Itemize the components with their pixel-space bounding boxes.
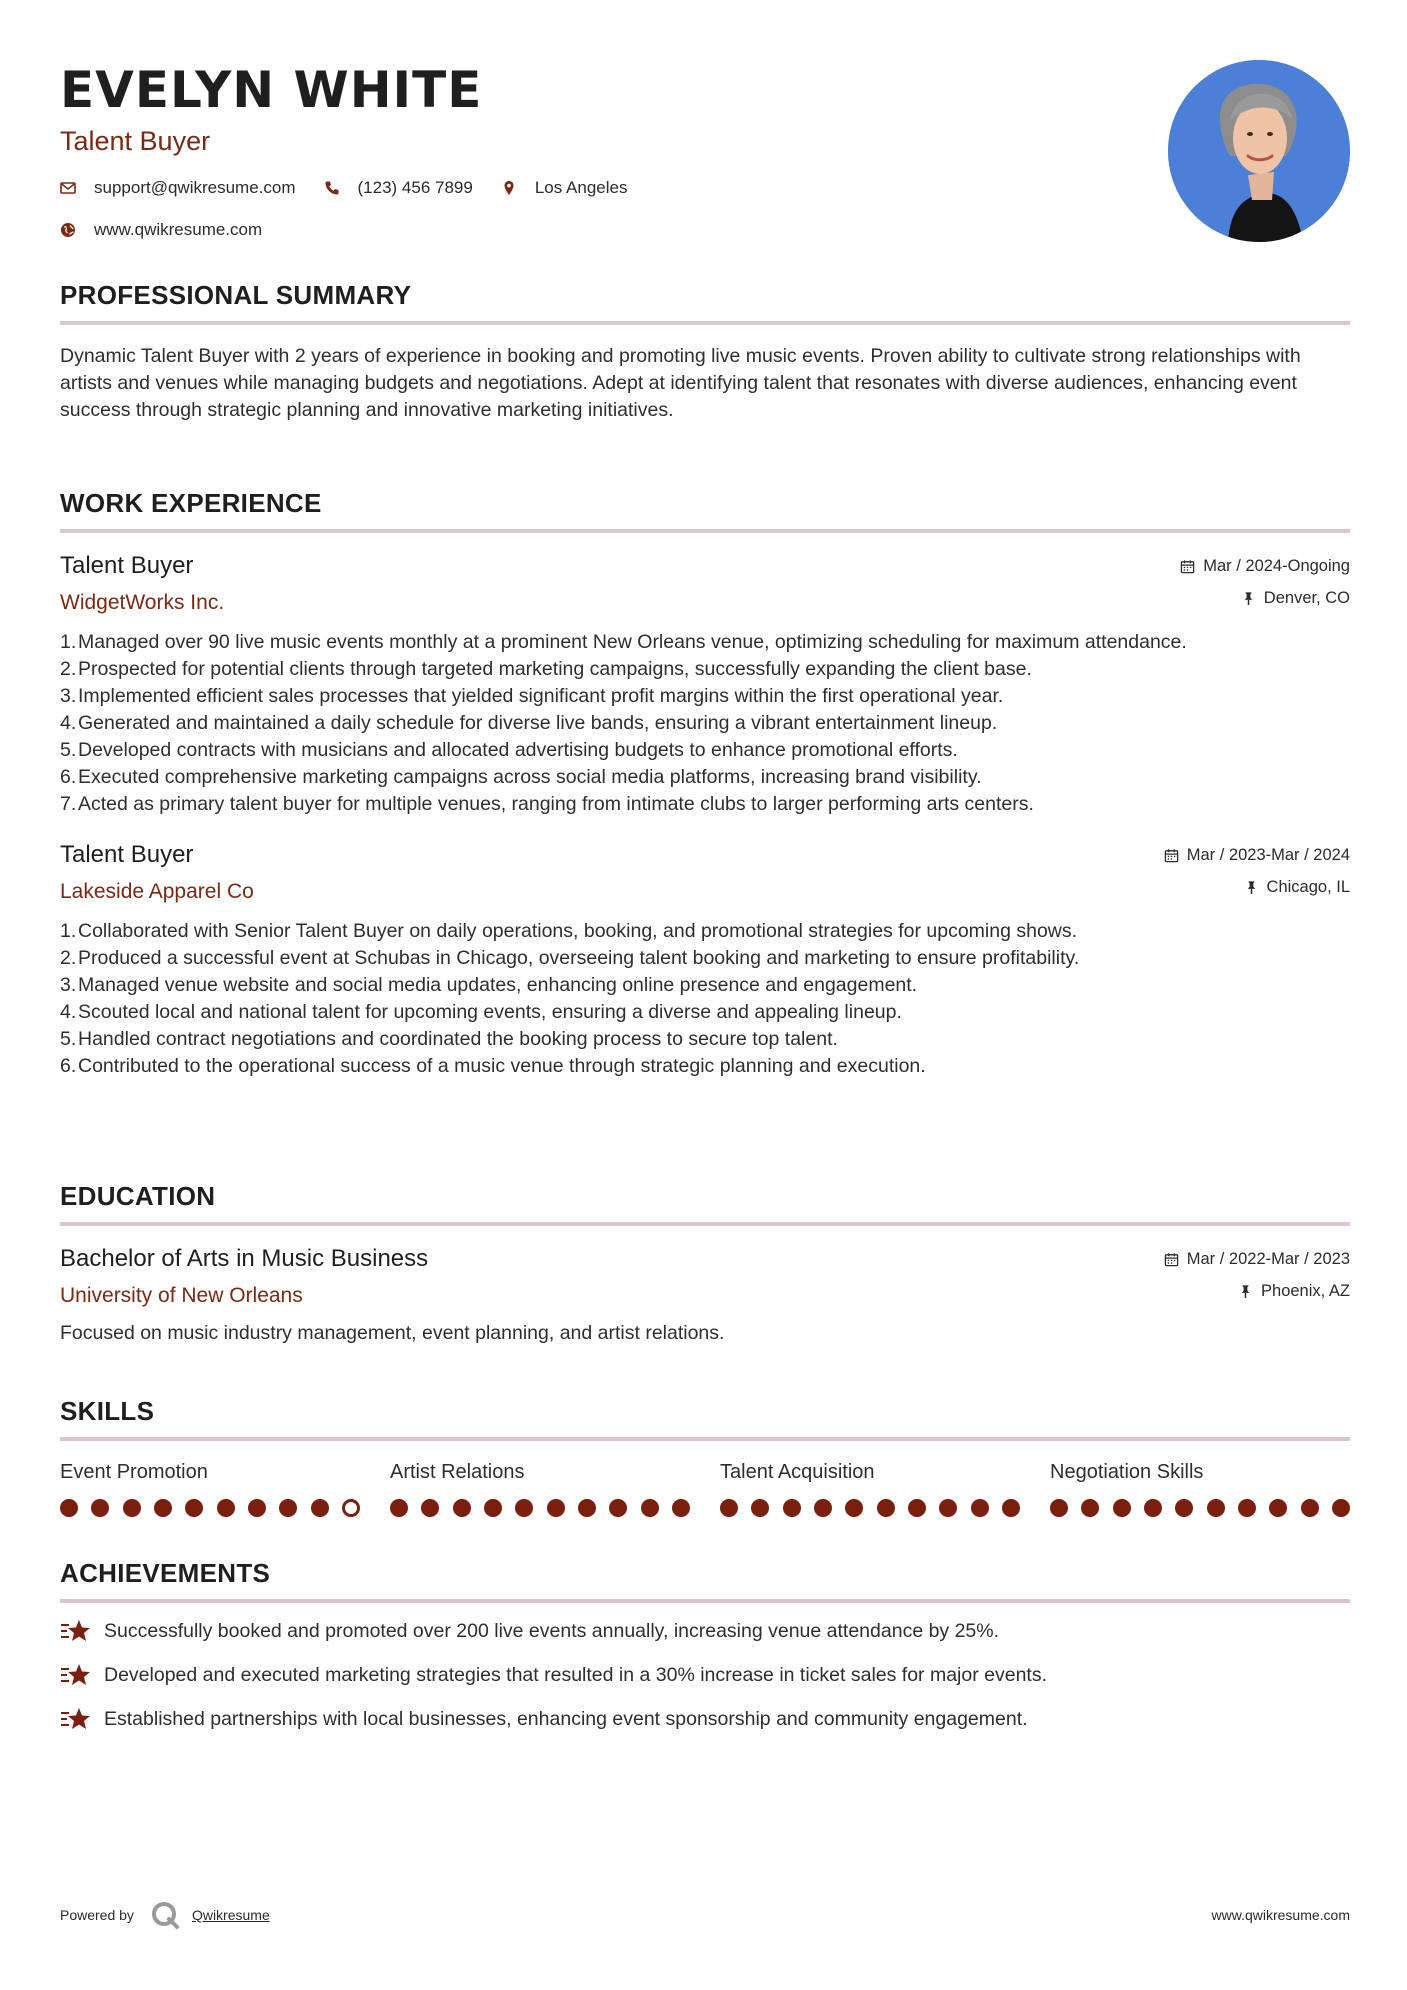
job-location: [1244, 878, 1350, 897]
list-item: Successfully booked and promoted over 200 live events annually, increasing venue attendance by 25%.: [60, 1613, 1350, 1649]
list-item: 5. Handled contract negotiations and coordinated the booking process to secure top talent.: [60, 1028, 838, 1050]
qwikresume-logo-icon: [150, 1900, 180, 1930]
rating-dot-filled: [1332, 1499, 1350, 1517]
rating-dot-filled: [1002, 1499, 1020, 1517]
star-icon: [60, 1661, 92, 1689]
rating-dot-filled: [751, 1499, 769, 1517]
job-company: Lakeside Apparel Co: [60, 880, 254, 903]
location-text: Los Angeles: [534, 178, 628, 197]
rating-dot-filled: [185, 1499, 203, 1517]
education-location: [1238, 1282, 1350, 1301]
list-item: 6. Contributed to the operational success of a music venue through strategic planning and execution.: [60, 1055, 926, 1077]
star-icon: [60, 1705, 92, 1733]
rating-dot-filled: [845, 1499, 863, 1517]
section-divider: [60, 529, 1350, 533]
job-bullets: [60, 629, 1350, 818]
rating-dot-filled: [60, 1499, 78, 1517]
contact-row-1: [60, 176, 1070, 200]
rating-dot-filled: [641, 1499, 659, 1517]
website-text: www.qwikresume.com: [94, 220, 263, 239]
experience-heading: WORK EXPERIENCE: [60, 488, 322, 518]
rating-dot-filled: [877, 1499, 895, 1517]
pushpin-icon: [1241, 591, 1256, 606]
map-pin-icon: [501, 180, 517, 196]
list-item: 1. Managed over 90 live music events monthly at a prominent New Orleans venue, optimizing scheduling for maximum attendance.: [60, 631, 1187, 653]
portrait-image: [1168, 60, 1350, 242]
job-entry-1: [60, 551, 1350, 818]
contact-info: [60, 176, 1070, 242]
achievements-list: [60, 1613, 1350, 1737]
rating-dot-filled: [453, 1499, 471, 1517]
education-date: [1164, 1250, 1350, 1269]
summary-section: [60, 279, 1350, 424]
skill-item: [60, 1459, 360, 1517]
rating-dot-filled: [783, 1499, 801, 1517]
rating-dot-filled: [578, 1499, 596, 1517]
rating-dot-filled: [279, 1499, 297, 1517]
list-item: Established partnerships with local businesses, enhancing event sponsorship and community engagement.: [60, 1701, 1350, 1737]
candidate-title: Talent Buyer: [60, 126, 211, 156]
rating-dot-empty: [342, 1499, 360, 1517]
summary-heading: PROFESSIONAL SUMMARY: [60, 280, 412, 310]
calendar-icon: [1164, 848, 1179, 863]
calendar-icon: [1164, 1252, 1179, 1267]
contact-phone[interactable]: [324, 178, 473, 198]
powered-by-label: Powered by: [60, 1907, 134, 1923]
list-item: 3. Implemented efficient sales processes that yielded significant profit margins within the first operational year.: [60, 685, 1004, 707]
rating-dot-filled: [814, 1499, 832, 1517]
skill-rating: [1050, 1499, 1350, 1517]
job-date-text: Mar / 2024-Ongoing: [1203, 557, 1350, 575]
achievements-heading: ACHIEVEMENTS: [60, 1558, 271, 1588]
experience-section: [60, 487, 1350, 1080]
rating-dot-filled: [1081, 1499, 1099, 1517]
skill-rating: [60, 1499, 360, 1517]
rating-dot-filled: [672, 1499, 690, 1517]
rating-dot-filled: [971, 1499, 989, 1517]
skill-name: Negotiation Skills: [1050, 1461, 1204, 1483]
rating-dot-filled: [547, 1499, 565, 1517]
education-entry: [60, 1244, 1350, 1347]
footer-powered-by: [60, 1900, 270, 1930]
job-location-text: Denver, CO: [1263, 589, 1350, 607]
rating-dot-filled: [421, 1499, 439, 1517]
skill-name: Talent Acquisition: [720, 1461, 875, 1483]
pushpin-icon: [1244, 880, 1259, 895]
star-icon: [60, 1617, 92, 1645]
rating-dot-filled: [91, 1499, 109, 1517]
rating-dot-filled: [939, 1499, 957, 1517]
job-entry-2: [60, 840, 1350, 1080]
section-divider: [60, 1599, 1350, 1603]
skill-rating: [720, 1499, 1020, 1517]
skill-rating: [390, 1499, 690, 1517]
skills-heading: SKILLS: [60, 1396, 155, 1426]
rating-dot-filled: [1175, 1499, 1193, 1517]
list-item: 2. Prospected for potential clients through targeted marketing campaigns, successfully expanding the client base.: [60, 658, 1032, 680]
list-item: 4. Scouted local and national talent for upcoming events, ensuring a diverse and appealing lineup.: [60, 1001, 902, 1023]
education-description: Focused on music industry management, event planning, and artist relations.: [60, 1322, 725, 1344]
contact-row-2: [60, 218, 1070, 242]
skills-list: [60, 1459, 1350, 1517]
contact-email[interactable]: [60, 178, 296, 198]
job-date: [1180, 557, 1350, 576]
education-date-text: Mar / 2022-Mar / 2023: [1186, 1250, 1350, 1268]
list-item: 6. Executed comprehensive marketing campaigns across social media platforms, increasing brand visibility.: [60, 766, 982, 788]
job-company: WidgetWorks Inc.: [60, 591, 225, 614]
envelope-icon: [60, 180, 76, 196]
skill-name: Artist Relations: [390, 1461, 525, 1483]
section-divider: [60, 1222, 1350, 1226]
rating-dot-filled: [311, 1499, 329, 1517]
rating-dot-filled: [248, 1499, 266, 1517]
footer-website[interactable]: www.qwikresume.com: [1211, 1907, 1350, 1923]
list-item: Developed and executed marketing strategies that resulted in a 30% increase in ticket sales for major events.: [60, 1657, 1350, 1693]
globe-icon: [60, 222, 76, 238]
education-location-text: Phoenix, AZ: [1261, 1282, 1350, 1300]
job-title: Talent Buyer: [60, 552, 194, 579]
phone-icon: [324, 180, 340, 196]
skill-item: [720, 1459, 1020, 1517]
rating-dot-filled: [484, 1499, 502, 1517]
list-item: 4. Generated and maintained a daily schedule for diverse live bands, ensuring a vibrant entertainment lineup.: [60, 712, 998, 734]
email-text: support@qwikresume.com: [94, 178, 296, 197]
rating-dot-filled: [1144, 1499, 1162, 1517]
resume-header: [60, 58, 1070, 260]
rating-dot-filled: [1238, 1499, 1256, 1517]
pushpin-icon: [1238, 1284, 1253, 1299]
list-item: 3. Managed venue website and social media updates, enhancing online presence and engagement.: [60, 974, 918, 996]
profile-photo: [1168, 60, 1350, 242]
rating-dot-filled: [1207, 1499, 1225, 1517]
rating-dot-filled: [1301, 1499, 1319, 1517]
rating-dot-filled: [515, 1499, 533, 1517]
skill-item: [1050, 1459, 1350, 1517]
list-item: 2. Produced a successful event at Schubas in Chicago, overseeing talent booking and marketing to ensure profitability.: [60, 947, 1080, 969]
education-heading: EDUCATION: [60, 1181, 216, 1211]
section-divider: [60, 1437, 1350, 1441]
list-item: 5. Developed contracts with musicians and allocated advertising budgets to enhance promotional efforts.: [60, 739, 958, 761]
qwikresume-link[interactable]: Qwikresume: [191, 1907, 270, 1923]
school-name: University of New Orleans: [60, 1284, 303, 1307]
rating-dot-filled: [908, 1499, 926, 1517]
job-date: [1164, 846, 1350, 865]
rating-dot-filled: [1113, 1499, 1131, 1517]
job-title: Talent Buyer: [60, 841, 194, 868]
contact-location: [501, 178, 628, 198]
job-location-text: Chicago, IL: [1266, 878, 1350, 896]
phone-text: (123) 456 7899: [357, 178, 473, 197]
rating-dot-filled: [123, 1499, 141, 1517]
job-date-text: Mar / 2023-Mar / 2024: [1186, 846, 1350, 864]
list-item: 7. Acted as primary talent buyer for multiple venues, ranging from intimate clubs to larger performing arts centers.: [60, 793, 1034, 815]
skill-name: Event Promotion: [60, 1461, 208, 1483]
calendar-icon: [1180, 559, 1195, 574]
skill-item: [390, 1459, 690, 1517]
rating-dot-filled: [720, 1499, 738, 1517]
rating-dot-filled: [154, 1499, 172, 1517]
education-section: [60, 1180, 1350, 1347]
job-bullets: [60, 918, 1350, 1080]
degree-title: Bachelor of Arts in Music Business: [60, 1245, 429, 1272]
section-divider: [60, 321, 1350, 325]
skills-section: [60, 1395, 1350, 1517]
list-item: 1. Collaborated with Senior Talent Buyer on daily operations, booking, and promotional strategies for upcoming shows.: [60, 920, 1078, 942]
achievements-section: [60, 1557, 1350, 1737]
contact-website[interactable]: [60, 220, 262, 240]
candidate-name: EVELYN WHITE: [60, 61, 483, 119]
rating-dot-filled: [1050, 1499, 1068, 1517]
rating-dot-filled: [609, 1499, 627, 1517]
rating-dot-filled: [217, 1499, 235, 1517]
job-location: [1241, 589, 1350, 608]
summary-text: Dynamic Talent Buyer with 2 years of experience in booking and promoting live music events. Proven ability to cultivate strong relationships with artists and venues while managing budgets and negotiations. Adept at identifying talent that resonates with diverse audiences, enhancing event success through strategic planning and innovative marketing initiatives.: [60, 345, 1301, 421]
rating-dot-filled: [390, 1499, 408, 1517]
rating-dot-filled: [1269, 1499, 1287, 1517]
